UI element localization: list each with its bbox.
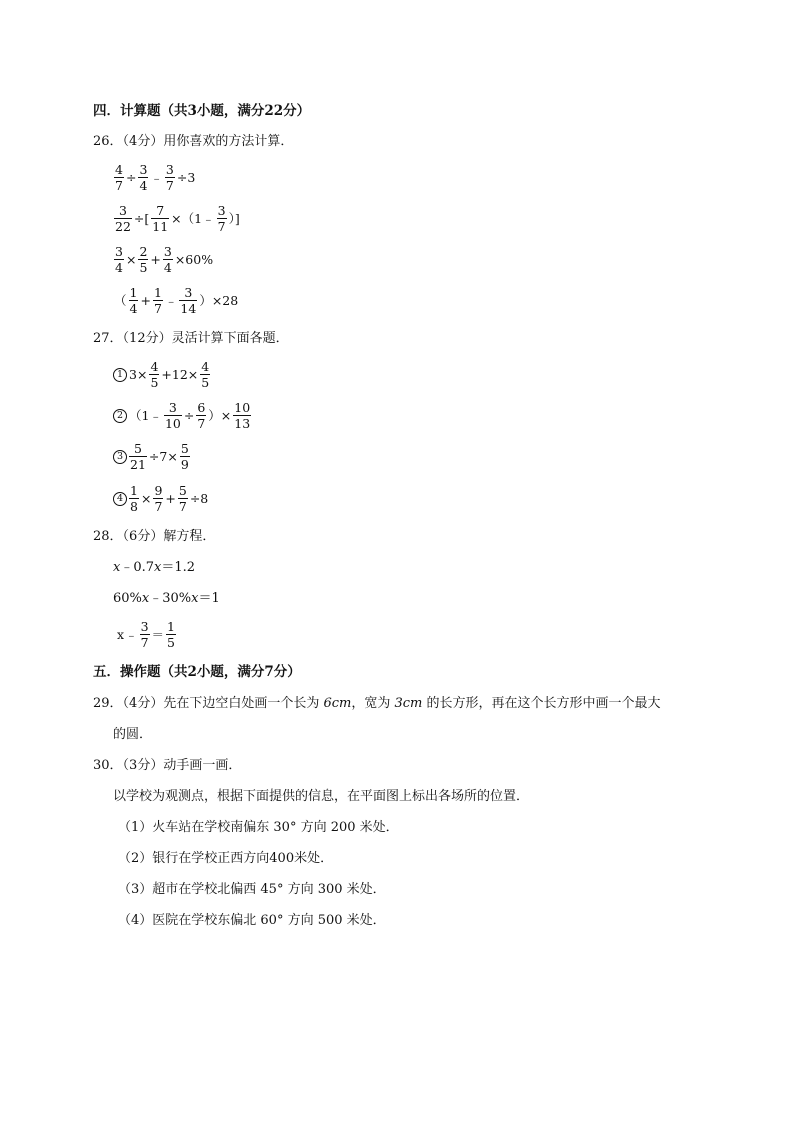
q26-expression-1 [113, 162, 196, 193]
fraction: $\frac{3}{7}$ [165, 162, 174, 193]
section-4-heading: 四．计算题（共3小题，满分22分） [93, 103, 311, 119]
q27-expression-1 [113, 359, 211, 390]
fraction: $\frac{9}{7}$ [154, 483, 163, 514]
fraction: $\frac{3}{7}$ [140, 619, 149, 650]
section-5-heading: 五．操作题（共2小题，满分7分） [93, 664, 301, 680]
q28-equation-3 [117, 619, 177, 650]
circled-number: 1 [113, 368, 127, 382]
operator: ÷ [183, 407, 195, 423]
question-number: 29． [93, 696, 123, 711]
operator: +12× [161, 366, 199, 382]
operator: ﹣ [150, 169, 163, 185]
operator: 3× [129, 366, 148, 382]
operator: + [140, 292, 151, 308]
operator: ）× [208, 407, 232, 423]
question-28-prompt [93, 529, 215, 545]
operator: ÷3 [176, 169, 196, 185]
question-26-prompt [93, 134, 293, 150]
operator: （1﹣ [129, 407, 162, 423]
operator: ×（1﹣ [171, 210, 215, 226]
fraction: $\frac{1}{5}$ [167, 619, 175, 650]
fraction: $\frac{6}{7}$ [197, 400, 206, 431]
operator: ）×28 [199, 292, 239, 308]
fraction: $\frac{1}{7}$ [153, 285, 162, 316]
circled-number: 4 [113, 492, 127, 506]
q26-expression-2 [113, 203, 241, 234]
fraction: $\frac{3}{7}$ [217, 203, 226, 234]
question-text: 灵活计算下面各题． [171, 331, 289, 346]
q26-expression-4 [113, 285, 239, 316]
fraction: $\frac{4}{5}$ [201, 359, 210, 390]
operator: + [165, 490, 176, 506]
question-30-prompt [93, 758, 241, 774]
q27-expression-3 [113, 441, 191, 472]
question-score: （4分） [122, 696, 164, 711]
list-item: （4）医院在学校东偏北 60° 方向 500 米处． [118, 913, 386, 928]
operator: ﹣ [164, 292, 178, 308]
circled-number: 3 [113, 450, 127, 464]
question-text: 用你喜欢的方法计算． [163, 134, 294, 149]
fraction: $\frac{10}{13}$ [234, 400, 251, 431]
fraction: $\frac{5}{7}$ [178, 483, 187, 514]
question-score: （12分） [122, 331, 172, 346]
operator: × [140, 490, 152, 506]
question-number: 28． [93, 529, 123, 544]
operator: ）] [228, 210, 240, 226]
question-text: 动手画一画． [163, 758, 242, 773]
fraction: $\frac{5}{21}$ [130, 441, 146, 472]
question-text: 先在下边空白处画一个长为 [163, 696, 324, 711]
fraction: $\frac{1}{8}$ [130, 483, 138, 514]
fraction: $\frac{1}{4}$ [129, 285, 138, 316]
width-unit: 3cm [394, 696, 423, 711]
operator: × [125, 251, 137, 267]
list-item: （2）银行在学校正西方向400米处． [118, 851, 334, 866]
variable: x [117, 626, 125, 642]
fraction: $\frac{4}{5}$ [150, 359, 159, 390]
question-number: 26． [93, 134, 123, 149]
question-27-prompt [93, 331, 289, 347]
q28-equation-1: x﹣0.7x＝1.2 [113, 560, 196, 575]
q28-equation-2: 60%x﹣30%x＝1 [113, 591, 220, 606]
question-score: （4分） [122, 134, 164, 149]
fraction: $\frac{3}{4}$ [163, 244, 172, 275]
list-item: （3）超市在学校北偏西 45° 方向 300 米处． [118, 882, 386, 897]
question-number: 30． [93, 758, 123, 773]
fraction: $\frac{3}{10}$ [164, 400, 181, 431]
operator: ＝ [151, 626, 165, 642]
operator: ×60% [174, 251, 214, 267]
operator: ﹣ [125, 626, 138, 642]
fraction: $\frac{3}{4}$ [115, 244, 123, 275]
fraction: $\frac{2}{5}$ [139, 244, 148, 275]
circled-number: 2 [113, 409, 127, 423]
question-score: （6分） [122, 529, 164, 544]
fraction: $\frac{3}{14}$ [180, 285, 197, 316]
operator: ÷8 [189, 490, 209, 506]
fraction: $\frac{7}{11}$ [152, 203, 169, 234]
fraction: $\frac{3}{4}$ [139, 162, 148, 193]
operator: + [150, 251, 161, 267]
length-unit: 6cm [323, 696, 352, 711]
list-item: （1）火车站在学校南偏东 30° 方向 200 米处． [118, 820, 399, 835]
fraction: $\frac{5}{9}$ [180, 441, 189, 472]
q27-expression-4 [113, 483, 209, 514]
question-number: 27． [93, 331, 123, 346]
question-score: （3分） [122, 758, 164, 773]
q27-expression-2 [113, 400, 252, 431]
operator: （ [114, 292, 127, 308]
operator: ÷ [125, 169, 137, 185]
question-30-intro: 以学校为观测点，根据下面提供的信息，在平面图上标出各场所的位置． [113, 789, 530, 804]
question-29-continuation: 的圆． [113, 727, 153, 742]
operator: ÷[ [133, 210, 150, 226]
question-text: 解方程． [163, 529, 216, 544]
operator: ÷7× [148, 448, 178, 464]
question-text: 的长方形，再在这个长方形中画一个最大 [422, 696, 661, 711]
fraction: $\frac{4}{7}$ [115, 162, 123, 193]
fraction: $\frac{3}{22}$ [115, 203, 131, 234]
question-text: ，宽为 [351, 696, 395, 711]
question-29-prompt [93, 696, 661, 712]
q26-expression-3 [113, 244, 214, 275]
